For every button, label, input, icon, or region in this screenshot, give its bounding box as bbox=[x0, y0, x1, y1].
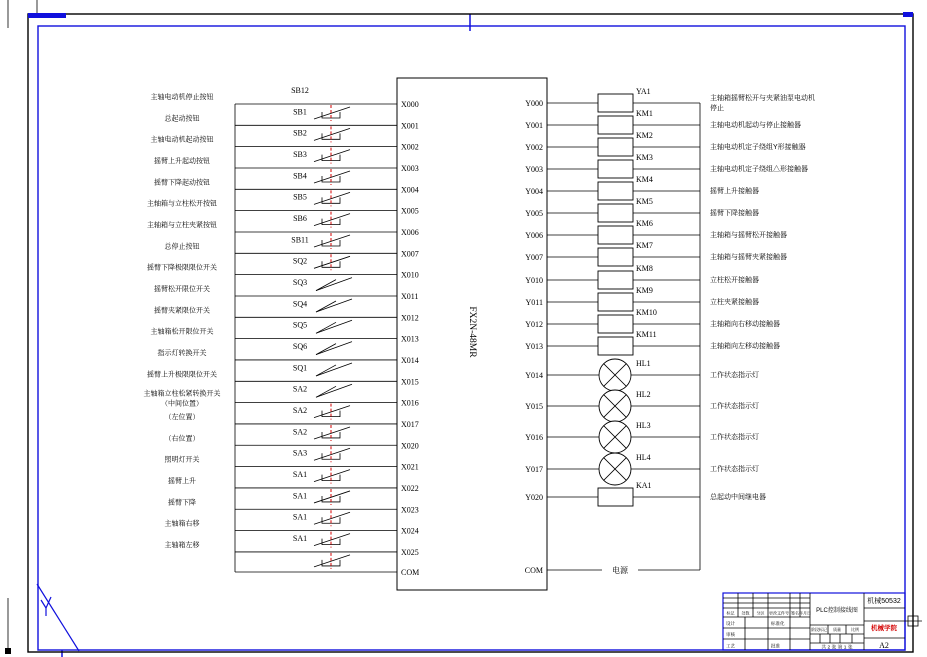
plc-input-pin: X007 bbox=[401, 249, 419, 259]
output-row bbox=[525, 153, 808, 178]
output-row bbox=[525, 390, 759, 422]
plc-output-pin: Y002 bbox=[525, 143, 543, 152]
titleblock-sheet-size: A2 bbox=[879, 641, 889, 650]
input-description: 指示灯转换开关 bbox=[157, 349, 207, 357]
output-device-label: KM3 bbox=[636, 153, 653, 162]
switch-contact-symbol-selector bbox=[314, 489, 350, 505]
output-device-label: KM8 bbox=[636, 264, 653, 273]
switch-contact-symbol-button bbox=[314, 212, 350, 228]
input-device-label: SB11 bbox=[291, 235, 309, 245]
input-description: 主轴箱立柱松紧转换开关 bbox=[143, 390, 221, 398]
title-block bbox=[723, 593, 922, 651]
output-device-label: KM10 bbox=[636, 308, 657, 317]
input-description-line2: （中间位置） bbox=[161, 400, 203, 408]
output-device-label: KM5 bbox=[636, 197, 653, 206]
role-process: 工艺 bbox=[726, 643, 735, 649]
input-device-label: SB3 bbox=[293, 149, 307, 159]
plc-output-pin: Y001 bbox=[525, 121, 543, 130]
indicator-lamp-symbol bbox=[599, 453, 631, 485]
output-description: 主轴箱向右移动接触器 bbox=[710, 321, 780, 328]
fold-mark-triangle bbox=[37, 584, 79, 651]
input-device-label: SA3 bbox=[292, 448, 308, 458]
input-description: 摇臂上升 bbox=[168, 477, 196, 485]
plc-input-pin: X002 bbox=[401, 142, 419, 152]
input-row bbox=[165, 449, 419, 484]
input-description: 总起动按钮 bbox=[164, 115, 200, 123]
switch-contact-symbol-button bbox=[314, 233, 350, 249]
input-description: 主轴箱松开限位开关 bbox=[150, 328, 214, 336]
input-description: 主轴电动机起动按钮 bbox=[150, 136, 214, 144]
switch-contact-symbol-button bbox=[314, 254, 350, 270]
relay-coil-symbol bbox=[598, 94, 633, 112]
indicator-lamp-symbol bbox=[599, 421, 631, 453]
input-row bbox=[165, 427, 419, 462]
relay-coil-symbol bbox=[598, 271, 633, 289]
plc-input-pin: X023 bbox=[401, 505, 419, 515]
input-device-label: SB5 bbox=[293, 192, 307, 202]
input-device-label: SA1 bbox=[292, 533, 308, 543]
plc-output-pin: Y014 bbox=[525, 371, 543, 380]
input-description: 主轴箱左移 bbox=[164, 541, 200, 549]
output-description: 主轴箱与摇臂夹紧接触器 bbox=[710, 254, 787, 261]
output-device-label: YA1 bbox=[636, 87, 651, 96]
plc-output-pin: Y010 bbox=[525, 276, 543, 285]
plc-input-rows bbox=[144, 86, 419, 569]
switch-contact-symbol-selector bbox=[314, 446, 350, 462]
input-row bbox=[165, 513, 419, 548]
plc-output-pin: Y007 bbox=[525, 253, 543, 262]
switch-contact-symbol-limit bbox=[316, 278, 352, 291]
switch-contact-symbol-button bbox=[314, 148, 350, 164]
relay-coil-symbol bbox=[598, 488, 633, 506]
switch-contact-symbol-selector bbox=[314, 468, 350, 484]
plc-input-pin: X024 bbox=[401, 526, 419, 536]
switch-contact-symbol-button bbox=[314, 190, 350, 206]
input-device-label: SB1 bbox=[293, 107, 307, 117]
indicator-lamp-symbol bbox=[599, 359, 631, 391]
relay-coil-symbol bbox=[598, 226, 633, 244]
input-device-label: SB12 bbox=[291, 86, 309, 95]
plc-input-pin: X010 bbox=[401, 270, 419, 280]
output-device-label: HL2 bbox=[636, 390, 651, 399]
input-device-label: SQ2 bbox=[292, 256, 308, 266]
rev-header-mark: 标记 bbox=[726, 610, 735, 616]
plc-com-right: COM bbox=[524, 566, 543, 575]
titleblock-doc-no: 机械50532 bbox=[867, 598, 901, 605]
plc-model-label: FX2N-48MR bbox=[467, 306, 477, 358]
plc-input-pin: X020 bbox=[401, 441, 419, 451]
input-description: 摇臂上升极限限位开关 bbox=[147, 371, 217, 379]
corner-mark-top-right bbox=[903, 12, 913, 17]
input-device-label: SA2 bbox=[292, 427, 308, 437]
output-description: 主轴电动机定子绕组△形接触器 bbox=[710, 166, 808, 173]
plc-com-left: COM bbox=[401, 568, 420, 577]
plc-input-pin: X003 bbox=[401, 163, 419, 173]
output-row bbox=[525, 359, 759, 391]
rev-header-date: 年月日 bbox=[799, 610, 811, 616]
input-description: 摇臂下降 bbox=[168, 499, 196, 507]
output-device-label: KM1 bbox=[636, 109, 653, 118]
input-description: 主轴箱与立柱夹紧按钮 bbox=[147, 221, 217, 229]
plc-output-pin: Y020 bbox=[525, 493, 543, 502]
input-device-label: SQ5 bbox=[292, 320, 308, 330]
relay-coil-symbol bbox=[598, 138, 633, 156]
switch-contact-symbol-selector bbox=[314, 425, 350, 441]
input-device-label: SB6 bbox=[293, 213, 307, 223]
output-device-label: KM11 bbox=[636, 330, 657, 339]
plc-output-pin: Y011 bbox=[525, 298, 543, 307]
input-device-label: SQ6 bbox=[292, 341, 308, 351]
plc-output-pin: Y013 bbox=[525, 342, 543, 351]
output-description: 总起动中间继电器 bbox=[710, 494, 766, 501]
relay-coil-symbol bbox=[598, 182, 633, 200]
plc-output-pin: Y012 bbox=[525, 320, 543, 329]
output-description: 立柱松开接触器 bbox=[710, 277, 759, 284]
input-description: 摇臂夹紧限位开关 bbox=[154, 307, 210, 315]
output-description: 主轴电动机定子绕组Y形接触器 bbox=[710, 144, 806, 151]
output-device-label: HL4 bbox=[636, 453, 651, 462]
plc-input-pin: X016 bbox=[401, 398, 419, 408]
plc-output-pin: Y004 bbox=[525, 187, 543, 196]
switch-contact-symbol-selector bbox=[314, 532, 350, 548]
output-device-label: HL3 bbox=[636, 421, 651, 430]
switch-contact-symbol-button bbox=[314, 126, 350, 142]
relay-coil-symbol bbox=[598, 337, 633, 355]
titleblock-stage-label: 阶段标记 bbox=[811, 627, 827, 632]
output-row bbox=[525, 131, 805, 156]
titleblock-sheet-count: 共 2 张 第 1 张 bbox=[821, 645, 853, 651]
output-device-label: KM2 bbox=[636, 131, 653, 140]
titleblock-drawing-title: PLC控制接线图 bbox=[816, 608, 858, 614]
switch-contact-symbol-selector bbox=[314, 510, 350, 526]
rev-header-count: 处数 bbox=[741, 610, 750, 616]
output-device-label: HL1 bbox=[636, 359, 651, 368]
input-device-label: SQ3 bbox=[292, 277, 308, 287]
input-device-label: SQ4 bbox=[292, 299, 308, 309]
titleblock-org-stamp: 机械学院 bbox=[871, 625, 897, 632]
indicator-lamp-symbol bbox=[599, 390, 631, 422]
input-device-label: SA1 bbox=[292, 491, 308, 501]
input-device-label: SB2 bbox=[293, 128, 307, 138]
output-device-label: KM7 bbox=[636, 241, 653, 250]
rev-header-zone: 分区 bbox=[756, 610, 765, 616]
output-description: 立柱夹紧接触器 bbox=[710, 299, 759, 306]
role-design: 设计 bbox=[726, 621, 735, 626]
plc-input-pin: X015 bbox=[401, 377, 419, 387]
output-description: 摇臂上升接触器 bbox=[710, 188, 759, 195]
input-description: 摇臂上升起动按钮 bbox=[154, 157, 210, 165]
output-row bbox=[525, 421, 759, 453]
role-standard: 标准化 bbox=[771, 621, 785, 626]
titleblock-weight-label: 质量 bbox=[833, 627, 841, 632]
switch-contact-symbol-button bbox=[314, 105, 350, 121]
switch-contact-symbol-limit bbox=[316, 342, 352, 355]
output-row bbox=[525, 87, 815, 112]
output-description: 主轴箱摇臂松开与夹紧油泵电动机 bbox=[710, 95, 815, 102]
output-row bbox=[525, 219, 787, 244]
output-device-label: KM6 bbox=[636, 219, 653, 228]
plc-input-pin: X017 bbox=[401, 419, 419, 429]
input-device-label: SQ1 bbox=[292, 363, 308, 373]
relay-coil-symbol bbox=[598, 293, 633, 311]
input-row bbox=[165, 534, 419, 569]
plc-output-pin: Y017 bbox=[525, 465, 543, 474]
output-description: 主轴箱向左移动接触器 bbox=[710, 343, 780, 350]
plc-input-pin: X011 bbox=[401, 291, 419, 301]
plc-input-pin: X025 bbox=[401, 547, 419, 557]
output-description-line2: 停止 bbox=[710, 105, 724, 112]
output-description: 摇臂下降接触器 bbox=[710, 210, 759, 217]
input-device-label: SA2 bbox=[292, 405, 308, 415]
input-description: 主轴电动机停止按钮 bbox=[150, 94, 214, 101]
titleblock-scale-label: 比例 bbox=[851, 627, 859, 632]
plc-input-pin: X012 bbox=[401, 313, 419, 323]
plc-output-pin: Y003 bbox=[525, 165, 543, 174]
output-device-label: KM9 bbox=[636, 286, 653, 295]
plc-input-pin: X021 bbox=[401, 462, 419, 472]
plc-output-pin: Y005 bbox=[525, 209, 543, 218]
relay-coil-symbol bbox=[598, 116, 633, 134]
switch-contact-symbol-button bbox=[314, 169, 350, 185]
input-description: 摇臂下降起动按钮 bbox=[154, 179, 210, 187]
relay-coil-symbol bbox=[598, 315, 633, 333]
output-device-label: KA1 bbox=[636, 481, 652, 490]
output-description: 主轴箱与摇臂松开接触器 bbox=[710, 232, 787, 239]
input-row bbox=[165, 406, 419, 441]
plc-input-pin: X006 bbox=[401, 227, 419, 237]
output-row bbox=[525, 330, 780, 355]
plc-output-pin: Y015 bbox=[525, 402, 543, 411]
output-row bbox=[525, 481, 766, 506]
switch-contact-symbol-selector bbox=[314, 553, 350, 569]
output-description: 工作状态指示灯 bbox=[710, 372, 759, 379]
relay-coil-symbol bbox=[598, 248, 633, 266]
plc-block bbox=[397, 78, 547, 590]
plc-input-pin: X013 bbox=[401, 334, 419, 344]
input-description: 摇臂松开限位开关 bbox=[154, 285, 210, 293]
output-description: 工作状态指示灯 bbox=[710, 403, 759, 410]
input-device-label: SA1 bbox=[292, 469, 308, 479]
plc-input-pin: X022 bbox=[401, 483, 419, 493]
plc-input-pin: X014 bbox=[401, 355, 419, 365]
output-description: 工作状态指示灯 bbox=[710, 466, 759, 473]
input-device-label: SA2 bbox=[292, 384, 308, 394]
plc-input-pin: X004 bbox=[401, 185, 419, 195]
power-label: 电源 bbox=[612, 566, 628, 575]
plc-output-rows bbox=[525, 87, 815, 506]
output-description: 工作状态指示灯 bbox=[710, 434, 759, 441]
switch-contact-symbol-limit bbox=[316, 363, 352, 376]
rev-header-file-no: 更改文件号 bbox=[769, 610, 789, 616]
switch-contact-symbol-selector bbox=[314, 404, 350, 420]
corner-mark-top-left bbox=[28, 13, 66, 18]
input-device-label: SA1 bbox=[292, 512, 308, 522]
switch-contact-symbol-limit bbox=[316, 320, 352, 333]
plc-input-pin: X000 bbox=[401, 100, 419, 109]
switch-contact-symbol-limit bbox=[316, 299, 352, 312]
plc-output-pin: Y006 bbox=[525, 231, 543, 240]
switch-contact-symbol-limit bbox=[316, 384, 352, 397]
plc-output-pin: Y016 bbox=[525, 433, 543, 442]
input-description: 总停止按钮 bbox=[164, 243, 200, 251]
relay-coil-symbol bbox=[598, 204, 633, 222]
input-description: （左位置） bbox=[164, 413, 200, 421]
input-description: 照明灯开关 bbox=[164, 456, 200, 464]
input-device-label: SB4 bbox=[293, 171, 307, 181]
relay-coil-symbol bbox=[598, 160, 633, 178]
role-approve: 批准 bbox=[771, 643, 780, 649]
output-device-label: KM4 bbox=[636, 175, 653, 184]
input-description: （右位置） bbox=[164, 435, 200, 443]
plc-input-pin: X005 bbox=[401, 206, 419, 216]
input-description: 摇臂下降极限限位开关 bbox=[147, 264, 217, 272]
role-check: 审核 bbox=[726, 632, 735, 637]
output-row bbox=[525, 109, 801, 134]
input-description: 主轴箱与立柱松开按钮 bbox=[147, 200, 217, 208]
rev-header-signature: 签名 bbox=[791, 610, 799, 616]
plc-output-pin: Y000 bbox=[525, 99, 543, 108]
input-description: 主轴箱右移 bbox=[164, 520, 200, 528]
output-row bbox=[525, 241, 787, 266]
plc-input-pin: X001 bbox=[401, 121, 419, 131]
output-description: 主轴电动机起动与停止接触器 bbox=[710, 122, 801, 129]
